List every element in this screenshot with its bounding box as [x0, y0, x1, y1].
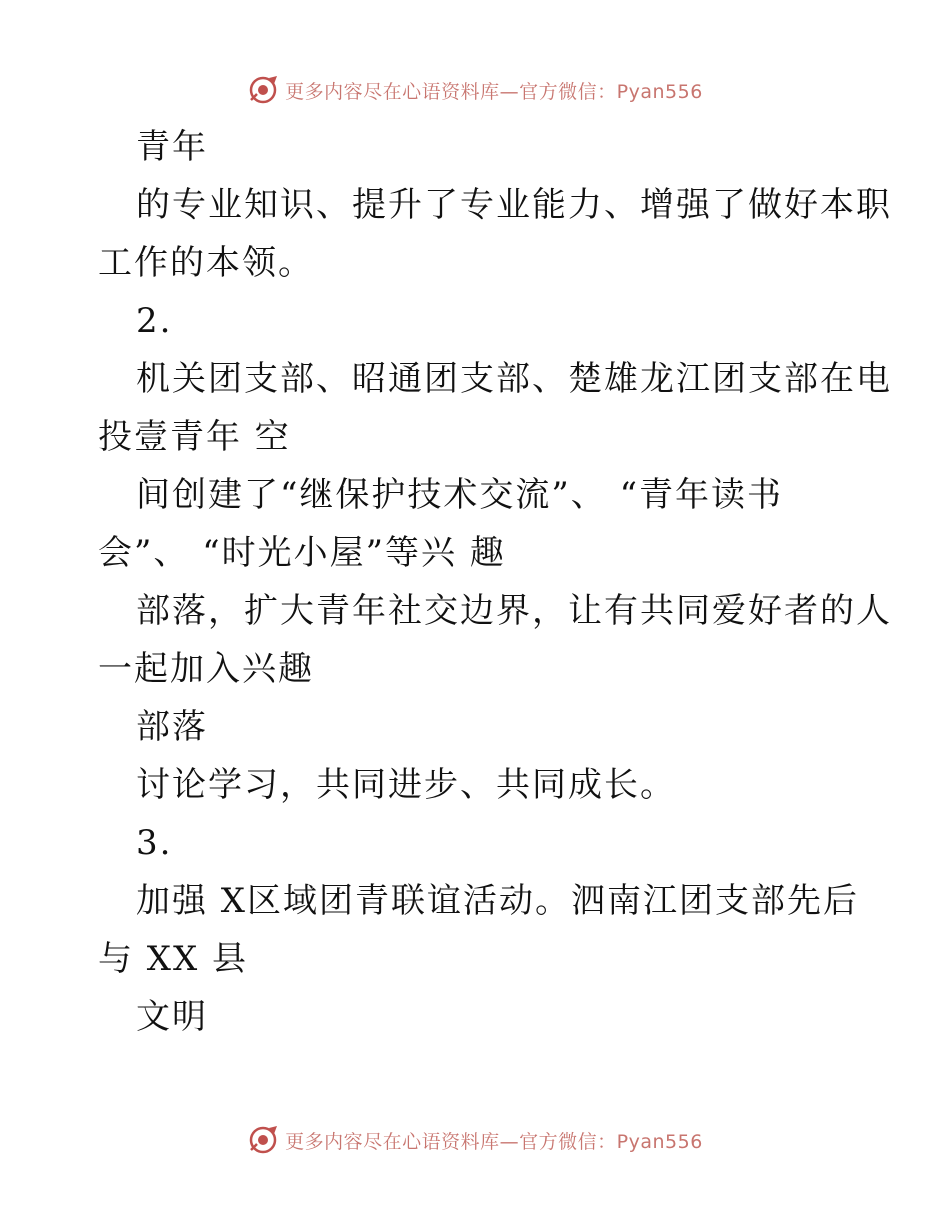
text-line: 加强 X区域团青联谊活动。泗南江团支部先后 — [136, 881, 860, 921]
text-line: 一起加入兴趣 — [98, 649, 314, 689]
text-line: 工作的本领。 — [98, 243, 314, 283]
text-line: 与 XX 县 — [98, 939, 249, 979]
text-line: 会”、 “时光小屋”等兴 趣 — [98, 533, 506, 573]
logo-icon — [247, 74, 279, 106]
text-line: 2. — [136, 301, 173, 341]
text-line: 间创建了“继保护技术交流”、 “青年读书 — [136, 475, 783, 515]
text-line: 3. — [136, 823, 173, 863]
text-line: 文明 — [136, 997, 208, 1037]
text-line: 投壹青年 空 — [98, 417, 291, 457]
text-line: 的专业知识、提升了专业能力、增强了做好本职 — [136, 185, 892, 225]
footer-banner — [0, 1120, 950, 1160]
text-line: 机关团支部、昭通团支部、楚雄龙江团支部在电 — [136, 359, 892, 399]
header-banner — [0, 70, 950, 110]
header-banner-text: 更多内容尽在心语资料库—官方微信：Pyan556 — [285, 80, 703, 103]
text-line: 讨论学习，共同进步、共同成长。 — [136, 765, 676, 805]
document-body — [98, 118, 892, 1046]
footer-banner-text: 更多内容尽在心语资料库—官方微信：Pyan556 — [285, 1130, 703, 1153]
text-line: 部落 — [136, 707, 208, 747]
text-line: 部落，扩大青年社交边界，让有共同爱好者的人 — [136, 591, 892, 631]
text-line: 青年 — [136, 127, 208, 167]
logo-icon — [247, 1124, 279, 1156]
